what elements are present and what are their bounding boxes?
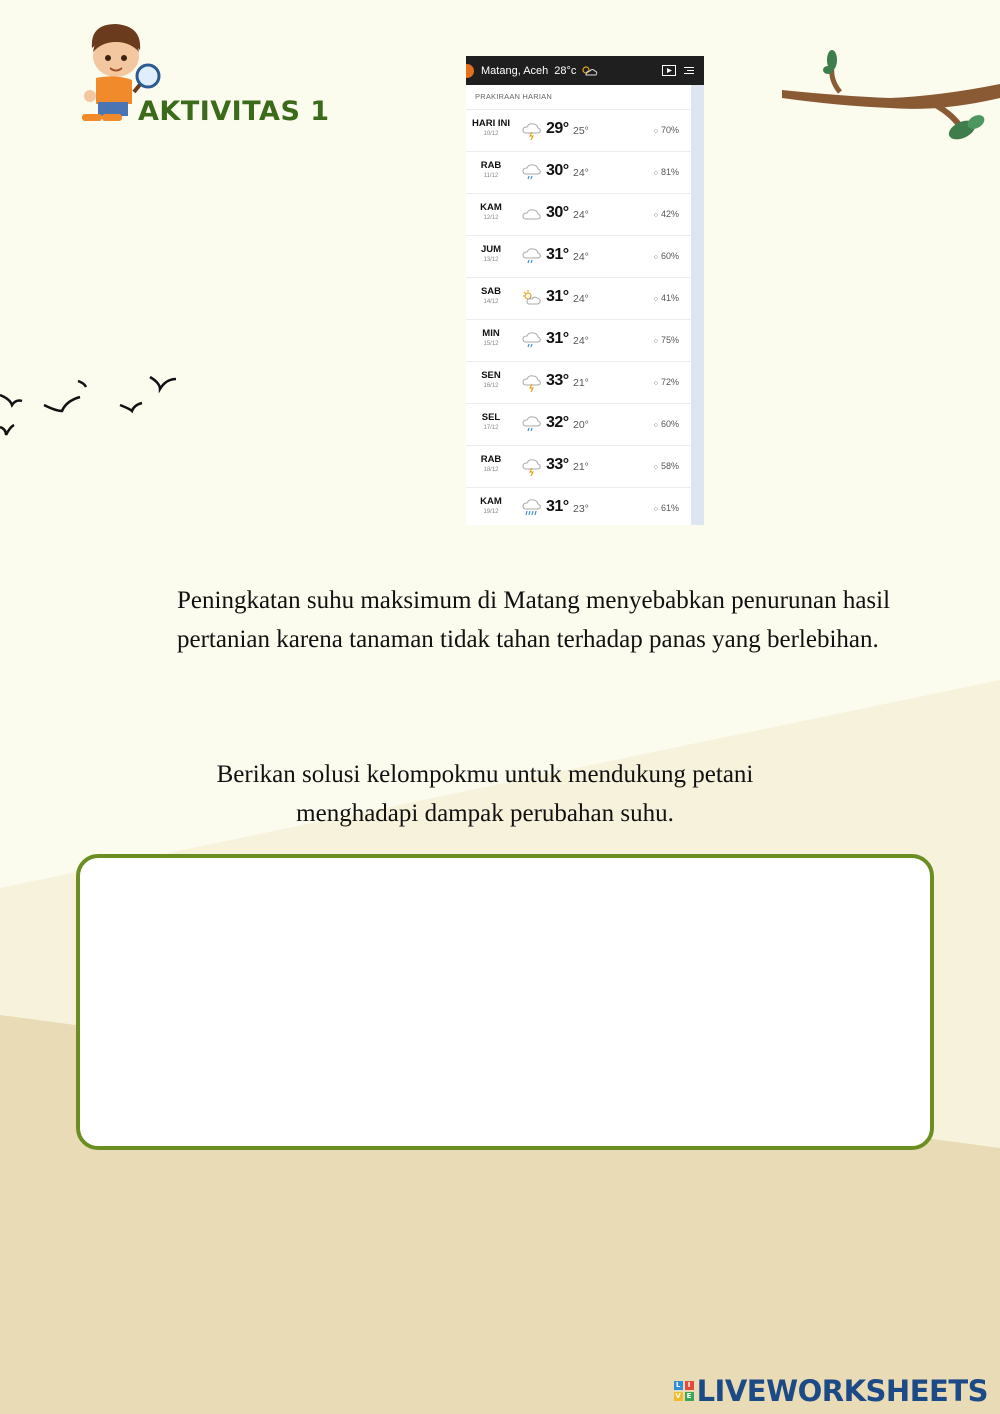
forecast-day: KAM (480, 202, 502, 213)
forecast-rain-chance (654, 377, 679, 387)
logo-letter-e: E (685, 1392, 694, 1401)
logo-letter-v: V (675, 1392, 681, 1400)
forecast-day: SEL (481, 412, 501, 423)
forecast-low-temp: 21° (573, 461, 589, 473)
weather-header (466, 56, 704, 85)
forecast-day: SEN (481, 370, 501, 381)
forecast-day: RAB (480, 160, 502, 171)
forecast-high-temp: 31° (546, 498, 569, 515)
forecast-row (466, 278, 691, 320)
forecast-date: 15/12 (483, 341, 499, 347)
menu-icon[interactable] (684, 66, 694, 75)
forecast-rain-chance (654, 167, 679, 177)
rain-percent: 60% (660, 251, 679, 261)
forecast-low-temp: 25° (573, 125, 589, 137)
forecast-row (466, 152, 691, 194)
forecast-low-temp: 23° (573, 503, 589, 515)
forecast-date: 17/12 (483, 425, 499, 431)
forecast-date: 10/12 (483, 131, 499, 137)
forecast-high-temp: 30° (546, 204, 569, 221)
rain-percent: 60% (660, 419, 679, 429)
rain-percent: 81% (660, 167, 679, 177)
forecast-high-temp: 33° (546, 372, 569, 389)
forecast-day: SAB (480, 286, 502, 297)
rain-cloud-icon (521, 246, 543, 266)
forecast-low-temp: 20° (573, 419, 589, 431)
thunder-cloud-icon (521, 456, 543, 476)
forecast-rain-chance (654, 503, 679, 513)
forecast-low-temp: 24° (573, 209, 589, 221)
forecast-high-temp: 30° (546, 162, 569, 179)
forecast-row (466, 320, 691, 362)
forecast-high-temp: 31° (546, 246, 569, 263)
forecast-rain-chance (654, 419, 679, 429)
forecast-rain-chance (654, 461, 679, 471)
forecast-date: 18/12 (483, 467, 499, 473)
forecast-list (466, 110, 704, 525)
forecast-row (466, 110, 691, 152)
forecast-row (466, 446, 691, 488)
forecast-high-temp: 33° (546, 456, 569, 473)
forecast-low-temp: 24° (573, 251, 589, 263)
rain-percent: 42% (660, 209, 679, 219)
forecast-rain-chance (654, 335, 679, 345)
forecast-row (466, 236, 691, 278)
rain-cloud-icon (521, 414, 543, 434)
activity-title: AKTIVITAS 1 (138, 96, 330, 127)
raindrop-icon: ○ (653, 506, 658, 513)
forecast-high-temp: 31° (546, 330, 569, 347)
forecast-date: 14/12 (483, 299, 499, 305)
forecast-low-temp: 21° (573, 377, 589, 389)
rain-percent: 75% (660, 335, 679, 345)
forecast-high-temp: 29° (546, 120, 569, 137)
rain-percent: 41% (660, 293, 679, 303)
liveworksheets-logo (674, 1374, 988, 1408)
rain-percent: 58% (660, 461, 679, 471)
raindrop-icon: ○ (653, 422, 658, 429)
context-paragraph: Peningkatan suhu maksimum di Matang menyebabkan penurunan hasil pertanian karena tanaman tidak tahan terhadap panas yang berlebihan. (177, 587, 891, 653)
partly-cloudy-icon (580, 65, 598, 77)
forecast-row (466, 362, 691, 404)
forecast-day: JUM (480, 244, 502, 255)
raindrop-icon: ○ (653, 170, 658, 177)
question-prompt: Berikan solusi kelompokmu untuk mendukung petani menghadapi dampak perubahan suhu. (216, 761, 754, 827)
rain-percent: 72% (660, 377, 679, 387)
logo-text: LIVEWORKSHEETS (696, 1374, 988, 1408)
raindrop-icon: ○ (653, 380, 658, 387)
weather-forecast-widget (466, 56, 704, 525)
forecast-day: MIN (482, 328, 500, 339)
rain-cloud-icon (521, 162, 543, 182)
forecast-row (466, 488, 691, 525)
sun-icon (466, 64, 474, 78)
forecast-low-temp: 24° (573, 293, 589, 305)
forecast-section-label: PRAKIRAAN HARIAN (466, 85, 700, 110)
forecast-low-temp: 24° (573, 167, 589, 179)
forecast-date: 12/12 (483, 215, 499, 221)
answer-textbox[interactable] (76, 854, 934, 1150)
forecast-rain-chance (654, 251, 679, 261)
forecast-rain-chance (654, 209, 679, 219)
play-video-icon[interactable] (662, 65, 676, 76)
forecast-day: RAB (480, 454, 502, 465)
flying-birds-illustration (0, 365, 185, 445)
cloud-icon (521, 204, 543, 224)
forecast-high-temp: 32° (546, 414, 569, 431)
forecast-date: 13/12 (483, 257, 499, 263)
raindrop-icon: ○ (653, 128, 658, 135)
forecast-date: 11/12 (483, 173, 499, 179)
logo-letter-l: L (674, 1381, 683, 1390)
raindrop-icon: ○ (653, 296, 658, 303)
forecast-day: HARI INI (472, 118, 510, 129)
logo-mark-icon (674, 1381, 694, 1401)
rain-percent: 70% (660, 125, 679, 135)
logo-letter-i: I (685, 1381, 694, 1390)
weather-current-temp: 28°c (554, 64, 577, 77)
forecast-row (466, 404, 691, 446)
partly-sunny-icon (521, 288, 543, 308)
raindrop-icon: ○ (653, 254, 658, 261)
forecast-rain-chance (654, 293, 679, 303)
thunder-cloud-icon (521, 120, 543, 140)
raindrop-icon: ○ (653, 464, 658, 471)
forecast-low-temp: 24° (573, 335, 589, 347)
weather-location: Matang, Aceh (481, 64, 549, 77)
rain-cloud-icon (521, 330, 543, 350)
raindrop-icon: ○ (653, 338, 658, 345)
scrollbar[interactable] (691, 85, 704, 525)
thunder-cloud-icon (521, 372, 543, 392)
forecast-row (466, 194, 691, 236)
forecast-date: 16/12 (483, 383, 499, 389)
heavy-rain-cloud-icon (521, 498, 543, 518)
rain-percent: 61% (660, 503, 679, 513)
forecast-day: KAM (480, 496, 502, 507)
raindrop-icon: ○ (653, 212, 658, 219)
forecast-date: 19/12 (483, 509, 499, 515)
tree-branch-illustration (780, 40, 1000, 150)
forecast-high-temp: 31° (546, 288, 569, 305)
forecast-rain-chance (654, 125, 679, 135)
